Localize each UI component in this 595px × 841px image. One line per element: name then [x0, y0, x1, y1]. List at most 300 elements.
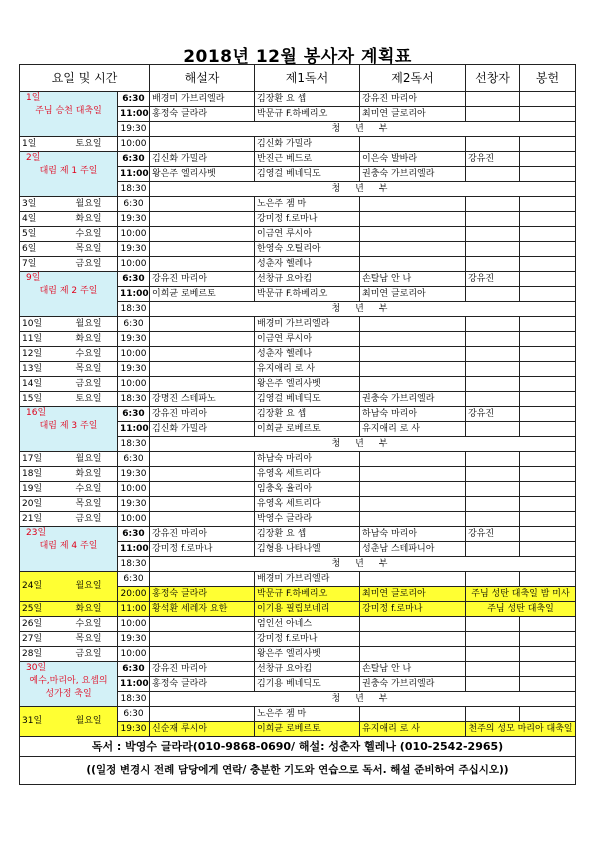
weekday-cell: 수요일 — [74, 227, 118, 242]
narrator-cell — [150, 572, 255, 587]
weekday-cell: 금요일 — [74, 512, 118, 527]
time-cell: 18:30 — [118, 302, 150, 317]
reading2-cell — [360, 257, 466, 272]
date-label: 23일 — [26, 528, 47, 538]
time-cell: 6:30 — [118, 662, 150, 677]
cantor-cell — [466, 497, 520, 512]
date-cell: 4일 — [20, 212, 74, 227]
reading2-cell: 하남숙 마리아 — [360, 407, 466, 422]
offering-cell — [520, 137, 576, 152]
weekday-cell: 화요일 — [74, 602, 118, 617]
narrator-cell: 강유진 마리아 — [150, 662, 255, 677]
date-cell: 5일 — [20, 227, 74, 242]
offering-cell — [520, 407, 576, 422]
table-row — [20, 197, 576, 212]
feast-label: 예수,마리아, 요셉의 — [29, 676, 108, 686]
reading1-cell: 유영옥 세트리다 — [255, 497, 360, 512]
narrator-cell — [150, 197, 255, 212]
cantor-cell — [466, 572, 520, 587]
reading2-cell — [360, 572, 466, 587]
offering-cell — [520, 377, 576, 392]
cantor-cell — [466, 257, 520, 272]
day-cell — [20, 152, 118, 197]
cantor-cell — [466, 632, 520, 647]
reading2-cell: 권충숙 가브리엘라 — [360, 392, 466, 407]
offering-cell — [520, 167, 576, 182]
date-cell: 3일 — [20, 197, 74, 212]
reading2-cell: 최미연 글로리아 — [360, 287, 466, 302]
table-row — [20, 482, 576, 497]
reading1-cell: 이희균 로베르토 — [255, 722, 360, 737]
narrator-cell — [150, 707, 255, 722]
time-cell: 19:30 — [118, 212, 150, 227]
table-row — [20, 662, 576, 677]
narrator-cell: 황석환 세레자 요한 — [150, 602, 255, 617]
narrator-cell — [150, 467, 255, 482]
reading2-cell: 최미연 글로리아 — [360, 587, 466, 602]
cantor-cell — [466, 392, 520, 407]
day-cell — [20, 407, 118, 452]
table-row — [20, 452, 576, 467]
weekday-cell: 월요일 — [74, 572, 118, 602]
narrator-cell: 이희균 로베르토 — [150, 287, 255, 302]
narrator-cell — [150, 332, 255, 347]
reading1-cell: 박영수 글라라 — [255, 512, 360, 527]
table-row — [20, 392, 576, 407]
time-cell: 6:30 — [118, 272, 150, 287]
narrator-cell: 신순재 루시아 — [150, 722, 255, 737]
time-cell: 6:30 — [118, 152, 150, 167]
narrator-cell — [150, 362, 255, 377]
reading2-cell — [360, 647, 466, 662]
youth-group-cell: 청 년 부 — [150, 122, 576, 137]
time-cell: 19:30 — [118, 722, 150, 737]
reading1-cell: 김장환 요 셉 — [255, 92, 360, 107]
time-cell: 18:30 — [118, 692, 150, 707]
reading2-cell — [360, 452, 466, 467]
reading2-cell — [360, 317, 466, 332]
reading1-cell: 선창규 요아킴 — [255, 272, 360, 287]
footer-contacts: 독서 : 박영수 글라라(010-9868-0690/ 해설: 성춘자 헬레나 (010-2542-2965) — [20, 737, 576, 757]
weekday-cell: 목요일 — [74, 242, 118, 257]
table-row — [20, 257, 576, 272]
time-cell: 10:00 — [118, 647, 150, 662]
reading1-cell: 김영걸 베네딕도 — [255, 167, 360, 182]
date-label: 9일 — [26, 273, 41, 283]
cantor-cell — [466, 512, 520, 527]
table-row — [20, 362, 576, 377]
youth-group-cell: 청 년 부 — [150, 302, 576, 317]
date-cell: 10일 — [20, 317, 74, 332]
reading1-cell: 이금연 루시아 — [255, 227, 360, 242]
weekday-cell: 월요일 — [74, 197, 118, 212]
narrator-cell: 홍정숙 글라라 — [150, 107, 255, 122]
offering-cell — [520, 107, 576, 122]
offering-cell — [520, 422, 576, 437]
reading2-cell: 손탈남 안 나 — [360, 662, 466, 677]
header-reading1: 제1독서 — [255, 65, 360, 92]
day-cell — [20, 527, 118, 572]
notice-row — [20, 757, 576, 785]
table-row — [20, 707, 576, 722]
weekday-cell: 화요일 — [74, 467, 118, 482]
narrator-cell: 홍정숙 글라라 — [150, 587, 255, 602]
date-cell: 14일 — [20, 377, 74, 392]
schedule-body — [20, 92, 576, 737]
time-cell: 10:00 — [118, 512, 150, 527]
time-cell: 6:30 — [118, 197, 150, 212]
weekday-cell: 화요일 — [74, 332, 118, 347]
feast-note-cell: 주님 성탄 대축일 — [466, 602, 576, 617]
offering-cell — [520, 212, 576, 227]
time-cell: 11:00 — [118, 107, 150, 122]
narrator-cell: 강유진 마리아 — [150, 527, 255, 542]
offering-cell — [520, 242, 576, 257]
cantor-cell — [466, 662, 520, 677]
reading1-cell: 반진근 베드로 — [255, 152, 360, 167]
header-narrator: 해설자 — [150, 65, 255, 92]
reading2-cell: 최미연 글로리아 — [360, 107, 466, 122]
table-row — [20, 602, 576, 617]
table-row — [20, 332, 576, 347]
table-row — [20, 407, 576, 422]
cantor-cell — [466, 542, 520, 557]
offering-cell — [520, 452, 576, 467]
time-cell: 10:00 — [118, 257, 150, 272]
feast-note-cell: 천주의 성모 마리아 대축일 — [466, 722, 576, 737]
date-cell: 21일 — [20, 512, 74, 527]
table-row — [20, 242, 576, 257]
reading1-cell: 성춘자 헬레나 — [255, 257, 360, 272]
offering-cell — [520, 317, 576, 332]
cantor-cell — [466, 242, 520, 257]
narrator-cell — [150, 257, 255, 272]
reading2-cell — [360, 617, 466, 632]
narrator-cell: 홍정숙 글라라 — [150, 677, 255, 692]
reading1-cell: 김신화 가밀라 — [255, 137, 360, 152]
offering-cell — [520, 677, 576, 692]
date-cell: 25일 — [20, 602, 74, 617]
narrator-cell — [150, 482, 255, 497]
offering-cell — [520, 542, 576, 557]
reading1-cell: 노은주 젬 마 — [255, 707, 360, 722]
header-offering: 봉헌 — [520, 65, 576, 92]
cantor-cell — [466, 362, 520, 377]
table-row — [20, 272, 576, 287]
table-row — [20, 512, 576, 527]
table-row — [20, 212, 576, 227]
offering-cell — [520, 512, 576, 527]
schedule-wrap — [19, 64, 575, 785]
time-cell: 6:30 — [118, 407, 150, 422]
reading2-cell — [360, 467, 466, 482]
offering-cell — [520, 527, 576, 542]
narrator-cell — [150, 347, 255, 362]
feast-label: 대림 제 2 주일 — [39, 286, 98, 296]
feast-label: 대림 제 1 주일 — [39, 166, 98, 176]
table-row — [20, 497, 576, 512]
time-cell: 19:30 — [118, 467, 150, 482]
table-row — [20, 152, 576, 167]
offering-cell — [520, 332, 576, 347]
time-cell: 11:00 — [118, 602, 150, 617]
weekday-cell: 목요일 — [74, 362, 118, 377]
header-cantor: 선창자 — [466, 65, 520, 92]
time-cell: 19:30 — [118, 362, 150, 377]
reading1-cell: 배경미 가브리엘라 — [255, 572, 360, 587]
reading1-cell: 강미정 f.로마나 — [255, 632, 360, 647]
date-cell: 7일 — [20, 257, 74, 272]
reading1-cell: 이금연 루시아 — [255, 332, 360, 347]
youth-group-cell: 청 년 부 — [150, 557, 576, 572]
time-cell: 20:00 — [118, 587, 150, 602]
offering-cell — [520, 287, 576, 302]
time-cell: 10:00 — [118, 482, 150, 497]
feast-label: 대림 제 4 주일 — [39, 541, 98, 551]
footer-notice: ((일정 변경시 전례 담당에게 연락/ 충분한 기도와 연습으로 독서. 해설 준비하여 주십시오)) — [20, 757, 576, 785]
date-cell: 24일 — [20, 572, 74, 602]
reading2-cell: 이은숙 발바라 — [360, 152, 466, 167]
offering-cell — [520, 467, 576, 482]
reading2-cell — [360, 512, 466, 527]
weekday-cell: 화요일 — [74, 212, 118, 227]
narrator-cell — [150, 212, 255, 227]
time-cell: 19:30 — [118, 332, 150, 347]
table-row — [20, 377, 576, 392]
time-cell: 10:00 — [118, 137, 150, 152]
reading1-cell: 선창규 요아킴 — [255, 662, 360, 677]
time-cell: 6:30 — [118, 707, 150, 722]
time-cell: 6:30 — [118, 452, 150, 467]
cantor-cell — [466, 317, 520, 332]
reading1-cell: 이기용 필립보네리 — [255, 602, 360, 617]
narrator-cell — [150, 632, 255, 647]
offering-cell — [520, 707, 576, 722]
time-cell: 18:30 — [118, 392, 150, 407]
date-cell: 17일 — [20, 452, 74, 467]
footer-row — [20, 737, 576, 757]
cantor-cell — [466, 422, 520, 437]
cantor-cell: 강유진 — [466, 527, 520, 542]
time-cell: 11:00 — [118, 542, 150, 557]
time-cell: 19:30 — [118, 242, 150, 257]
reading1-cell: 김형용 나타나엘 — [255, 542, 360, 557]
date-cell: 26일 — [20, 617, 74, 632]
header-day-time: 요일 및 시간 — [20, 65, 150, 92]
header-row — [20, 65, 576, 92]
weekday-cell: 금요일 — [74, 647, 118, 662]
offering-cell — [520, 197, 576, 212]
reading2-cell — [360, 197, 466, 212]
time-cell: 19:30 — [118, 497, 150, 512]
reading2-cell: 강미정 f.로마나 — [360, 602, 466, 617]
time-cell: 10:00 — [118, 347, 150, 362]
cantor-cell — [466, 167, 520, 182]
weekday-cell: 수요일 — [74, 617, 118, 632]
date-cell: 1일 — [20, 137, 74, 152]
time-cell: 19:30 — [118, 122, 150, 137]
cantor-cell — [466, 212, 520, 227]
reading1-cell: 김영걸 베네딕도 — [255, 392, 360, 407]
cantor-cell — [466, 227, 520, 242]
narrator-cell: 배경미 가브리엘라 — [150, 92, 255, 107]
reading1-cell: 하남숙 마리아 — [255, 452, 360, 467]
date-cell: 6일 — [20, 242, 74, 257]
table-row — [20, 347, 576, 362]
reading1-cell: 이희균 로베르토 — [255, 422, 360, 437]
reading1-cell: 유지애리 로 사 — [255, 362, 360, 377]
header-reading2: 제2독서 — [360, 65, 466, 92]
date-label: 1일 — [26, 93, 41, 103]
weekday-cell: 월요일 — [74, 317, 118, 332]
reading2-cell — [360, 482, 466, 497]
narrator-cell — [150, 452, 255, 467]
reading1-cell: 유영옥 세트리다 — [255, 467, 360, 482]
feast-label-2: 성가정 축일 — [45, 689, 92, 699]
narrator-cell — [150, 137, 255, 152]
feast-label: 주님 승천 대축일 — [35, 106, 102, 116]
reading2-cell: 강유진 마리아 — [360, 92, 466, 107]
offering-cell — [520, 482, 576, 497]
offering-cell — [520, 572, 576, 587]
date-label: 30일 — [26, 663, 47, 673]
offering-cell — [520, 272, 576, 287]
page-title: 2018년 12월 봉사자 계획표 — [183, 47, 412, 67]
cantor-cell — [466, 92, 520, 107]
reading2-cell — [360, 347, 466, 362]
reading2-cell — [360, 707, 466, 722]
cantor-cell — [466, 677, 520, 692]
weekday-cell: 수요일 — [74, 347, 118, 362]
reading1-cell: 박문규 F.하베리오 — [255, 107, 360, 122]
time-cell: 18:30 — [118, 182, 150, 197]
cantor-cell: 강유진 — [466, 152, 520, 167]
reading2-cell: 권충숙 가브리엘라 — [360, 167, 466, 182]
narrator-cell — [150, 617, 255, 632]
weekday-cell: 금요일 — [74, 377, 118, 392]
date-cell: 28일 — [20, 647, 74, 662]
day-cell — [20, 272, 118, 317]
reading2-cell — [360, 242, 466, 257]
offering-cell — [520, 257, 576, 272]
time-cell: 10:00 — [118, 377, 150, 392]
narrator-cell: 김신화 가밀라 — [150, 152, 255, 167]
weekday-cell: 토요일 — [74, 137, 118, 152]
reading1-cell: 임충옥 율리아 — [255, 482, 360, 497]
time-cell: 11:00 — [118, 167, 150, 182]
narrator-cell: 강명진 스테파노 — [150, 392, 255, 407]
date-label: 2일 — [26, 153, 41, 163]
narrator-cell — [150, 377, 255, 392]
reading2-cell: 권충숙 가브리엘라 — [360, 677, 466, 692]
table-row — [20, 647, 576, 662]
reading2-cell — [360, 632, 466, 647]
date-label: 16일 — [26, 408, 47, 418]
date-cell: 20일 — [20, 497, 74, 512]
table-row — [20, 617, 576, 632]
reading1-cell: 박문규 F.하베리오 — [255, 287, 360, 302]
reading1-cell: 왕은주 엘리사벳 — [255, 377, 360, 392]
date-cell: 13일 — [20, 362, 74, 377]
date-cell: 11일 — [20, 332, 74, 347]
cantor-cell — [466, 137, 520, 152]
reading2-cell — [360, 227, 466, 242]
table-row — [20, 317, 576, 332]
cantor-cell — [466, 647, 520, 662]
time-cell: 10:00 — [118, 227, 150, 242]
reading2-cell — [360, 137, 466, 152]
reading2-cell — [360, 362, 466, 377]
reading1-cell: 노은주 젬 마 — [255, 197, 360, 212]
cantor-cell — [466, 452, 520, 467]
narrator-cell — [150, 227, 255, 242]
reading2-cell: 유지애리 로 사 — [360, 722, 466, 737]
time-cell: 6:30 — [118, 527, 150, 542]
narrator-cell: 왕은주 엘리사벳 — [150, 167, 255, 182]
youth-group-cell: 청 년 부 — [150, 692, 576, 707]
table-row — [20, 467, 576, 482]
weekday-cell: 목요일 — [74, 632, 118, 647]
offering-cell — [520, 617, 576, 632]
narrator-cell: 강유진 마리아 — [150, 272, 255, 287]
table-row — [20, 632, 576, 647]
narrator-cell — [150, 512, 255, 527]
offering-cell — [520, 347, 576, 362]
reading2-cell: 손탈남 안 나 — [360, 272, 466, 287]
cantor-cell: 강유진 — [466, 272, 520, 287]
youth-group-cell: 청 년 부 — [150, 437, 576, 452]
offering-cell — [520, 632, 576, 647]
youth-group-cell: 청 년 부 — [150, 182, 576, 197]
table-row — [20, 92, 576, 107]
offering-cell — [520, 227, 576, 242]
offering-cell — [520, 497, 576, 512]
narrator-cell — [150, 647, 255, 662]
reading1-cell: 배경미 가브리엘라 — [255, 317, 360, 332]
time-cell: 6:30 — [118, 572, 150, 587]
narrator-cell — [150, 497, 255, 512]
cantor-cell — [466, 347, 520, 362]
reading1-cell: 김장환 요 셉 — [255, 407, 360, 422]
offering-cell — [520, 92, 576, 107]
table-row — [20, 227, 576, 242]
date-cell: 18일 — [20, 467, 74, 482]
reading2-cell: 하남숙 마리아 — [360, 527, 466, 542]
time-cell: 10:00 — [118, 617, 150, 632]
reading1-cell: 김장환 요 셉 — [255, 527, 360, 542]
schedule-table — [19, 64, 576, 785]
narrator-cell: 김신화 가밀라 — [150, 422, 255, 437]
date-cell: 12일 — [20, 347, 74, 362]
offering-cell — [520, 362, 576, 377]
weekday-cell: 수요일 — [74, 482, 118, 497]
table-row — [20, 572, 576, 587]
narrator-cell: 강미정 f.로마나 — [150, 542, 255, 557]
reading1-cell: 박문규 F.하베리오 — [255, 587, 360, 602]
time-cell: 6:30 — [118, 317, 150, 332]
reading1-cell: 한영숙 오틸리아 — [255, 242, 360, 257]
offering-cell — [520, 392, 576, 407]
date-cell: 31일 — [20, 707, 74, 737]
reading1-cell: 엄인선 아네스 — [255, 617, 360, 632]
offering-cell — [520, 647, 576, 662]
table-row — [20, 137, 576, 152]
reading2-cell — [360, 332, 466, 347]
reading1-cell: 왕은주 엘리사벳 — [255, 647, 360, 662]
feast-note-cell: 주님 성탄 대축일 밤 미사 — [466, 587, 576, 602]
time-cell: 18:30 — [118, 557, 150, 572]
time-cell: 18:30 — [118, 437, 150, 452]
